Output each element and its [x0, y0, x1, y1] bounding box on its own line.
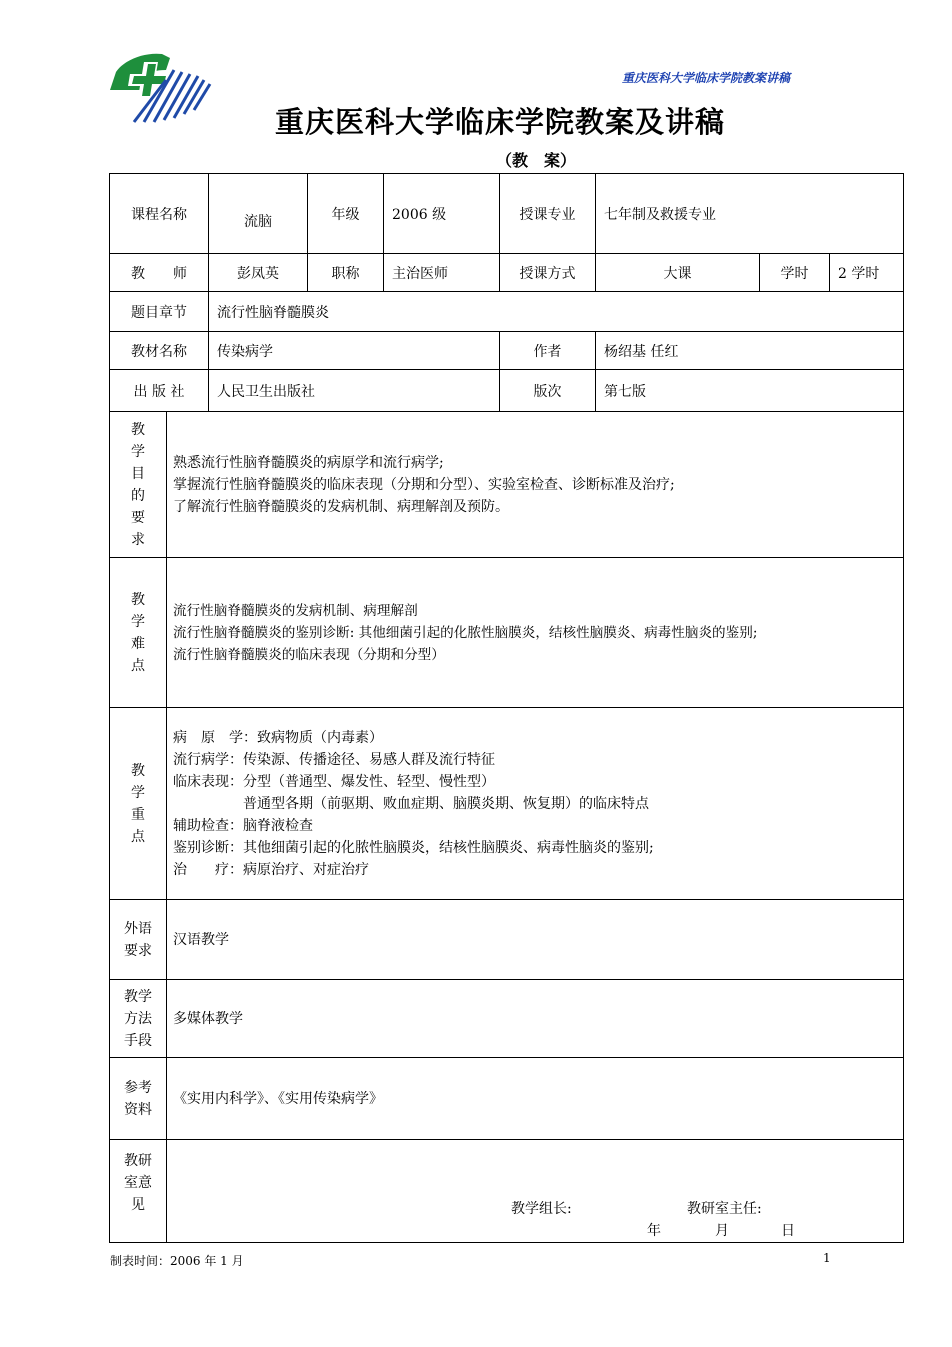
chapter-label: 题目章节: [110, 292, 209, 332]
key-label-char: 重: [131, 806, 145, 823]
difficult-label-char: 学: [131, 613, 145, 630]
teacher-row: [110, 254, 904, 292]
page-subtitle: [0, 148, 952, 171]
teaching-method-label: [110, 980, 167, 1058]
page-number: 1: [823, 1251, 831, 1265]
difficult-content: [167, 558, 904, 708]
course-label: 课程名称: [110, 174, 209, 254]
key-label-char: 教: [131, 762, 145, 779]
reference-label-line: 参考: [124, 1079, 152, 1096]
difficult-item: 流行性脑脊髓膜炎的鉴别诊断: 其他细菌引起的化脓性脑膜炎，结核性脑膜炎、病毒性脑炎的鉴别;: [173, 624, 758, 641]
method-label: 授课方式: [500, 254, 596, 292]
goals-label-char: 学: [131, 443, 145, 460]
goals-label-char: 的: [131, 487, 145, 504]
author-label: 作者: [500, 332, 596, 370]
teaching-method-label-line: 手段: [124, 1032, 152, 1049]
opinion-label: [110, 1140, 167, 1243]
goals-row: [110, 412, 904, 558]
teacher-label: 教 师: [110, 254, 209, 292]
key-item: 临床表现：分型（普通型、爆发性、轻型、慢性型）: [173, 773, 495, 790]
goal-item: 掌握流行性脑脊髓膜炎的临床表现（分期和分型）、实验室检查、诊断标准及治疗;: [173, 476, 675, 493]
hours-label: 学时: [760, 254, 830, 292]
reference-label: [110, 1058, 167, 1140]
method-value: 大课: [596, 254, 760, 292]
difficult-item: 流行性脑脊髓膜炎的发病机制、病理解剖: [173, 602, 418, 619]
goals-label-char: 求: [131, 531, 145, 548]
course-row: [110, 174, 904, 254]
subtitle-text: （教 案）: [495, 151, 576, 170]
foreign-label-line: 要求: [124, 942, 152, 959]
foreign-value: 汉语教学: [167, 900, 904, 980]
key-row: [110, 708, 904, 900]
goals-label: [110, 412, 167, 558]
key-label: [110, 708, 167, 900]
made-time: 制表时间：2006 年 1 月: [110, 1254, 244, 1268]
foreign-row: [110, 900, 904, 980]
chapter-row: [110, 292, 904, 332]
textbook-value: 传染病学: [209, 332, 500, 370]
title-label: 职称: [308, 254, 384, 292]
foreign-label-line: 外语: [124, 920, 152, 937]
key-item: 流行病学：传染源、传播途径、易感人群及流行特征: [173, 751, 495, 768]
teaching-method-row: [110, 980, 904, 1058]
goals-label-char: 教: [131, 421, 145, 438]
teaching-method-label-line: 方法: [124, 1010, 152, 1027]
director-label: 教研室主任:: [687, 1201, 762, 1217]
key-content: [167, 708, 904, 900]
chapter-value: 流行性脑脊髓膜炎: [209, 292, 904, 332]
group-leader-label: 教学组长:: [511, 1201, 572, 1217]
key-label-char: 点: [131, 828, 145, 845]
goal-item: 了解流行性脑脊髓膜炎的发病机制、病理解剖及预防。: [173, 498, 509, 515]
major-value: 七年制及救援专业: [596, 174, 904, 254]
key-item: 普通型各期（前驱期、败血症期、脑膜炎期、恢复期）的临床特点: [173, 795, 649, 812]
reference-row: [110, 1058, 904, 1140]
title-value: 主治医师: [384, 254, 500, 292]
difficult-label-char: 教: [131, 591, 145, 608]
opinion-label-line: 见: [131, 1197, 145, 1213]
teaching-method-label-line: 教学: [124, 988, 152, 1005]
key-label-char: 学: [131, 784, 145, 801]
publisher-row: [110, 370, 904, 412]
page-title: 重庆医科大学临床学院教案及讲稿: [274, 105, 725, 139]
teaching-method-value: 多媒体教学: [167, 980, 904, 1058]
difficult-label-char: 点: [131, 657, 145, 674]
publisher-label: 出 版 社: [110, 370, 209, 412]
reference-value: 《实用内科学》、《实用传染病学》: [167, 1058, 904, 1140]
publisher-value: 人民卫生出版社: [209, 370, 500, 412]
goals-content: [167, 412, 904, 558]
textbook-label: 教材名称: [110, 332, 209, 370]
date-month: 月: [715, 1223, 729, 1239]
opinion-content: [167, 1140, 904, 1243]
hours-value: 2 学时: [830, 254, 904, 292]
header-note: 重庆医科大学临床学院教案讲稿: [622, 71, 791, 85]
goals-label-char: 要: [131, 509, 145, 526]
difficult-label-char: 难: [131, 635, 145, 652]
difficult-row: [110, 558, 904, 708]
course-value: [209, 174, 308, 254]
grade-label: 年级: [308, 174, 384, 254]
teacher-value: 彭凤英: [209, 254, 308, 292]
goals-label-char: 目: [131, 465, 145, 482]
lesson-plan-table: [109, 173, 904, 1243]
reference-label-line: 资料: [124, 1101, 152, 1118]
date-day: 日: [781, 1223, 795, 1239]
difficult-item: 流行性脑脊髓膜炎的临床表现（分期和分型）: [173, 646, 445, 663]
key-item: 病 原 学：致病物质（内毒素）: [173, 729, 383, 746]
edition-value: 第七版: [596, 370, 904, 412]
course-value-text: 流脑: [244, 213, 272, 230]
opinion-label-line: 室意: [124, 1175, 152, 1191]
grade-value: 2006 级: [384, 174, 500, 254]
difficult-label: [110, 558, 167, 708]
opinion-row: [110, 1140, 904, 1243]
author-value: 杨绍基 任红: [596, 332, 904, 370]
edition-label: 版次: [500, 370, 596, 412]
key-item: 辅助检查：脑脊液检查: [173, 817, 313, 834]
foreign-label: [110, 900, 167, 980]
goal-item: 熟悉流行性脑脊髓膜炎的病原学和流行病学;: [173, 454, 444, 471]
opinion-label-line: 教研: [124, 1153, 152, 1169]
key-item: 治 疗：病原治疗、对症治疗: [173, 861, 369, 878]
textbook-row: [110, 332, 904, 370]
date-year: 年: [647, 1223, 661, 1239]
key-item: 鉴别诊断：其他细菌引起的化脓性脑膜炎，结核性脑膜炎、病毒性脑炎的鉴别;: [173, 839, 654, 856]
major-label: 授课专业: [500, 174, 596, 254]
